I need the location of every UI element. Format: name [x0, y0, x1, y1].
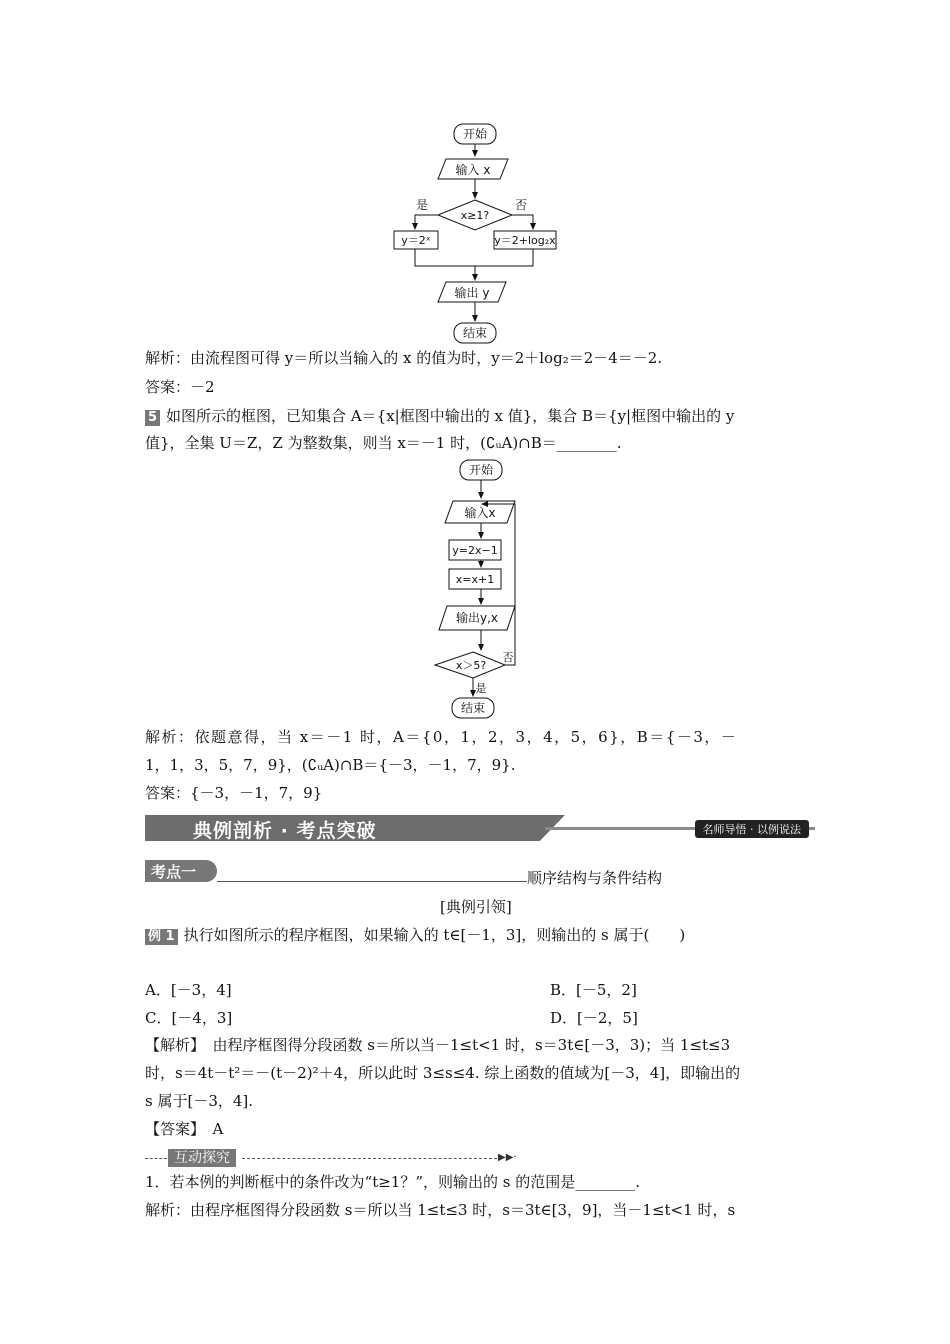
flow2-box-1-label: y=2x−1 — [452, 544, 498, 557]
flow1-end-label: 结束 — [462, 326, 488, 340]
hudong-badge: 互动探究 — [168, 1149, 236, 1167]
flow1-input-label: 输入 x — [455, 163, 491, 177]
solution-1-answer: 答案：－2 — [145, 378, 215, 396]
hudong-solution: 解析：由程序框图得分段函数 s＝所以当 1≤t≤3 时，s＝3t∈[3，9]，当－1≤t<1 时，s — [145, 1201, 736, 1219]
example-badge: 例 1 — [145, 929, 178, 945]
option-b: B．[－5，2] — [550, 981, 637, 999]
example-1-question — [145, 925, 685, 945]
flow2-decision-label: x＞5? — [455, 659, 487, 672]
hudong-dash-left — [145, 1158, 167, 1159]
question-5-text: 如图所示的框图，已知集合 A＝{x|框图中输出的 x 值}，集合 B＝{y|框图中输出的 y — [166, 407, 735, 425]
kaodian-subheading: [典例引领] — [440, 898, 512, 916]
example-1-question-text: 执行如图所示的程序框图，如果输入的 t∈[－1，3]，则输出的 s 属于( ) — [183, 926, 686, 944]
flow2-output-label: 输出y,x — [455, 611, 499, 625]
banner-title: 典例剖析 · 考点突破 — [193, 820, 377, 842]
flow2-no-label: 否 — [502, 651, 514, 664]
solution-2-line-2: 1，1，3，5，7，9}，(∁ᵤA)∩B＝{－3，－1，7，9}. — [145, 756, 516, 774]
flow1-start-label: 开始 — [462, 127, 488, 141]
option-c: C．[－4，3] — [145, 1009, 233, 1027]
flow2-start-label: 开始 — [468, 463, 494, 477]
kaodian-topic: 顺序结构与条件结构 — [527, 869, 663, 887]
flow1-left-box-label: y＝2ˣ — [401, 234, 431, 247]
flowchart-2 — [425, 456, 535, 721]
example-1-answer: 【答案】 A — [145, 1120, 224, 1138]
kaodian-badge — [145, 860, 217, 882]
banner-subtitle: 名师导悟 · 以例说法 — [695, 820, 810, 838]
kaodian-badge-label: 考点一 — [151, 863, 197, 881]
kaodian-rule — [217, 881, 527, 882]
solution-1-analysis: 解析：由流程图可得 y＝所以当输入的 x 的值为时，y＝2＋log₂＝2－4＝－2. — [145, 349, 663, 367]
solution-2-answer: 答案：{－3，－1，7，9} — [145, 784, 323, 802]
solution-2-line-1: 解析：依题意得，当 x＝－1 时，A＝{0，1，2，3，4，5，6}，B＝{－3，－ — [145, 728, 738, 746]
example-1-analysis-line-2: 时，s＝4t－t²＝－(t－2)²＋4，所以此时 3≤s≤4. 综上函数的值域为[－3，4]，即输出的 — [145, 1064, 741, 1082]
flow2-box-2-label: x=x+1 — [455, 573, 495, 586]
example-1-analysis-line-3: s 属于[－3，4]. — [145, 1092, 254, 1110]
example-1-analysis-line-1: 【解析】 由程序框图得分段函数 s＝所以当－1≤t<1 时，s＝3t∈[－3，3)；当 1≤t≤3 — [145, 1036, 731, 1054]
flow2-input-label: 输入x — [464, 506, 496, 520]
section-banner — [145, 815, 815, 841]
hudong-arrow-icon: ▶▶· — [498, 1152, 517, 1163]
option-d: D．[－2，5] — [550, 1009, 638, 1027]
flow2-end-label: 结束 — [460, 701, 486, 715]
flowchart-1 — [380, 118, 580, 348]
flow1-decision-label: x≥1? — [460, 209, 490, 222]
flow1-no-label: 否 — [514, 198, 528, 212]
flow1-right-box-label: y＝2+log₂x — [494, 234, 556, 247]
hudong-dash-right — [242, 1158, 497, 1159]
option-a: A．[－3，4] — [145, 981, 232, 999]
question-number-badge: 5 — [145, 410, 160, 426]
flow2-yes-label: 是 — [475, 682, 487, 695]
flow1-yes-label: 是 — [415, 198, 429, 212]
question-5-line-1 — [145, 406, 734, 426]
question-5-line-2: 值}，全集 U＝Z，Z 为整数集，则当 x＝－1 时，(∁ᵤA)∩B＝________. — [145, 434, 622, 452]
flow1-output-label: 输出 y — [454, 286, 490, 300]
hudong-question-1: 1．若本例的判断框中的条件改为“t≥1？”，则输出的 s 的范围是________. — [145, 1173, 641, 1191]
